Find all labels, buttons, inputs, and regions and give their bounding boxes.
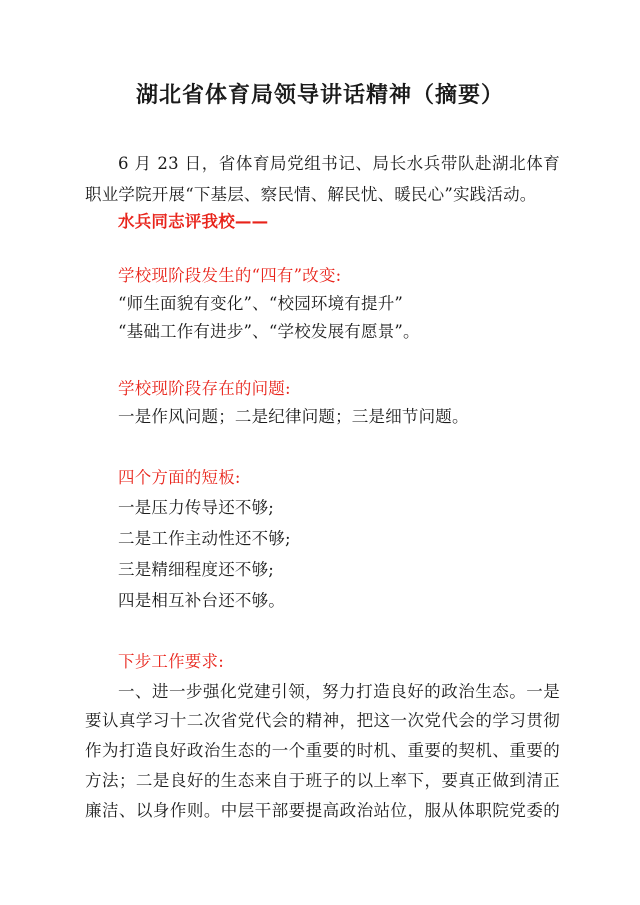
next-steps-line-3: 作为打造良好政治生态的一个重要的时机、重要的契机、重要的 [85,741,560,760]
intro-line-1: 6 月 23 日，省体育局党组书记、局长水兵带队赴湖北体育 [118,154,560,173]
four-changes-heading: 学校现阶段发生的“四有”改变: [118,266,342,285]
shortcoming-item: 二是工作主动性还不够; [118,529,291,548]
four-changes-line-2: “基础工作有进步”、“学校发展有愿景”。 [118,322,420,341]
problems-heading: 学校现阶段存在的问题: [118,379,291,398]
next-steps-heading: 下步工作要求: [118,652,224,671]
intro-line-2: 职业学院开展“下基层、察民情、解民忧、暖民心”实践活动。 [85,185,537,204]
shortcoming-item: 四是相互补台还不够。 [118,591,285,610]
evaluation-heading: 水兵同志评我校—— [118,212,269,231]
problems-text: 一是作风问题；二是纪律问题；三是细节问题。 [118,407,469,426]
next-steps-line-2: 要认真学习十二次省党代会的精神，把这一次党代会的学习贯彻 [85,711,560,730]
shortcoming-item: 三是精细程度还不够; [118,560,275,579]
page-title: 湖北省体育局领导讲话精神（摘要） [135,83,504,108]
next-steps-line-4: 方法；二是良好的生态来自于班子的以上率下，要真正做到清正 [85,771,560,790]
next-steps-line-5: 廉洁、以身作则。中层干部要提高政治站位，服从体职院党委的 [85,801,560,820]
four-changes-line-1: “师生面貌有变化”、“校园环境有提升” [118,294,404,313]
shortcoming-item: 一是压力传导还不够; [118,498,275,517]
shortcomings-heading: 四个方面的短板: [118,468,241,487]
next-steps-line-1: 一、进一步强化党建引领，努力打造良好的政治生态。一是 [118,682,560,701]
